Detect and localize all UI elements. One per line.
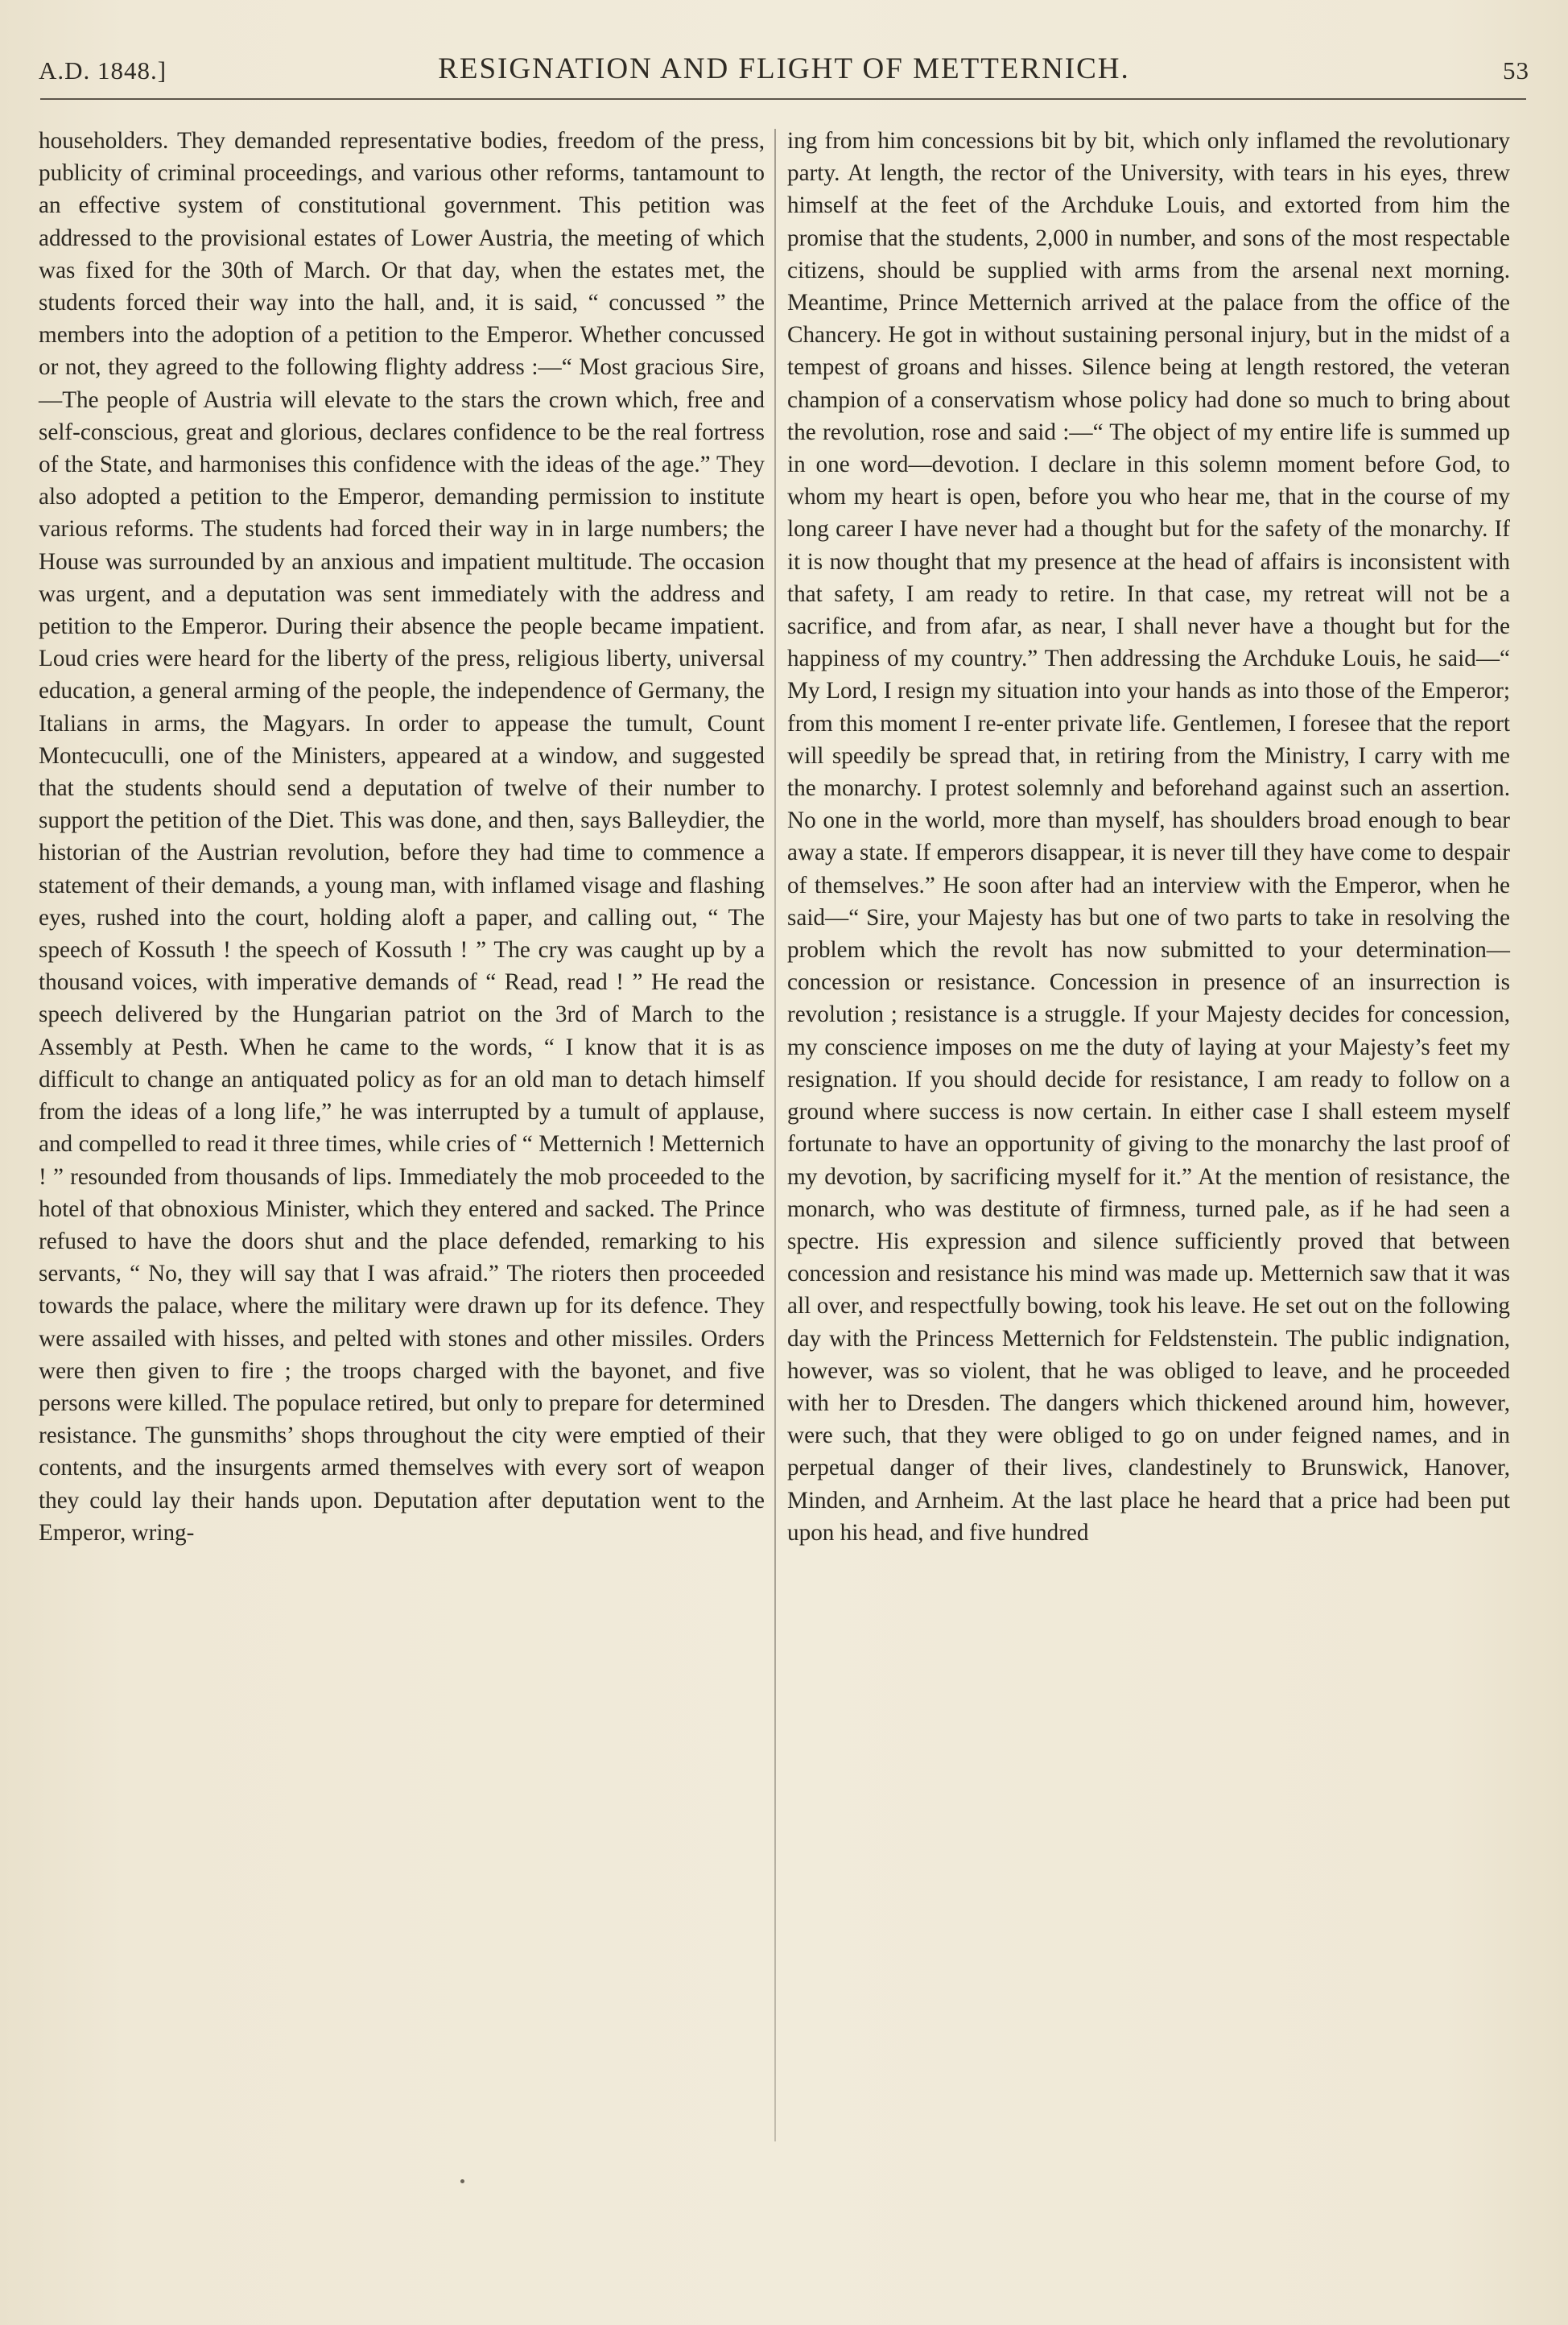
ink-speck <box>460 2179 464 2183</box>
running-header <box>39 50 1529 90</box>
right-column-text: ing from him concessions bit by bit, which only inflamed the revolutionary party. At length, the rector of the University, with tears in his eyes, threw himself at the feet of the Archduke Louis, and extorted from him the promise that the students, 2,000 in number, and sons of the most respectable citizens, should be supplied with arms from the arsenal next morning. Meantime, Prince Metternich arrived at the palace from the office of the Chancery. He got in without sustaining personal injury, but in the midst of a tempest of groans and hisses. Silence being at length restored, the veteran champion of a conservatism whose policy had done so much to bring about the revolution, rose and said :—“ The object of my entire life is summed up in one word—devotion. I declare in this solemn moment before God, to whom my heart is open, before you who hear me, that in the course of my long career I have never had a thought but for the safety of the monarchy. If it is now thought that my presence at the head of affairs is inconsistent with that safety, I am ready to retire. In that case, my retreat will not be a sacrifice, and from afar, as near, I shall never have a thought but for the happiness of my country.” Then addressing the Archduke Louis, he said—“ My Lord, I resign my situation into your hands as into those of the Emperor; from this moment I re-enter private life. Gentlemen, I foresee that the report will speedily be spread that, in retiring from the Ministry, I carry with me the monarchy. I protest solemnly and beforehand against such an assertion. No one in the world, more than myself, has shoulders broad enough to bear away a state. If emperors disappear, it is never till they have come to despair of themselves.” He soon after had an interview with the Emperor, when he said—“ Sire, your Majesty has but one of two parts to take in resolving the problem which the revolt has now submitted to your determination—concession or resistance. Concession in presence of an insurrection is revolution ; resistance is a struggle. If your Majesty decides for concession, my conscience imposes on me the duty of laying at your Majesty’s feet my resignation. If you should decide for resistance, I am ready to follow on a ground where success is now certain. In either case I shall esteem myself fortunate to have an opportunity of giving to the monarchy the last proof of my devotion, by sacrificing myself for it.” At the mention of resistance, the monarch, who was destitute of firmness, turned pale, as if he had seen a spectre. His expression and silence sufficiently proved that between concession and resistance his mind was made up. Metternich saw that it was all over, and respectfully bowing, took his leave. He set out on the following day with the Princess Metternich for Feldstenstein. The public indignation, however, was so violent, that he was obliged to leave, and he proceeded with her to Dresden. The dangers which thickened around him, however, were such, that they were obliged to go on under feigned names, and in perpetual danger of their lives, clandestinely to Brunswick, Hanover, Minden, and Arnheim. At the last place he heard that a price had been put upon his head, and five hundred <box>787 128 1510 1546</box>
left-column <box>39 125 765 1549</box>
left-column-text: householders. They demanded representative bodies, freedom of the press, publicity of criminal proceedings, and various other reforms, tantamount to an effective system of constitutional government. This petition was addressed to the provisional estates of Lower Austria, the meeting of which was fixed for the 30th of March. Or that day, when the estates met, the students forced their way into the hall, and, it is said, “ concussed ” the members into the adoption of a petition to the Emperor. Whether concussed or not, they agreed to the following flighty address :—“ Most gracious Sire,—The people of Austria will elevate to the stars the crown which, free and self-conscious, great and glorious, declares confidence to be the real fortress of the State, and harmonises this confidence with the ideas of the age.” They also adopted a petition to the Emperor, demanding permission to institute various reforms. The students had forced their way in in large numbers; the House was surrounded by an anxious and impatient multitude. The occasion was urgent, and a deputation was sent immediately with the address and petition to the Emperor. During their absence the people became impatient. Loud cries were heard for the liberty of the press, religious liberty, universal education, a general arming of the people, the independence of Germany, the Italians in arms, the Magyars. In order to appease the tumult, Count Montecuculli, one of the Ministers, appeared at a window, and suggested that the students should send a deputation of twelve of their number to support the petition of the Diet. This was done, and then, says Balleydier, the historian of the Austrian revolution, before they had time to commence a statement of their demands, a young man, with inflamed visage and flashing eyes, rushed into the court, holding aloft a paper, and calling out, “ The speech of Kossuth ! the speech of Kossuth ! ” The cry was caught up by a thousand voices, with imperative demands of “ Read, read ! ” He read the speech delivered by the Hungarian patriot on the 3rd of March to the Assembly at Pesth. When he came to the words, “ I know that it is as difficult to change an antiquated policy as for an old man to detach himself from the ideas of a long life,” he was interrupted by a tumult of applause, and compelled to read it three times, while cries of “ Metternich ! Metternich ! ” resounded from thousands of lips. Immediately the mob proceeded to the hotel of that obnoxious Minister, which they entered and sacked. The Prince refused to have the doors shut and the place defended, remarking to his servants, “ No, they will say that I was afraid.” The rioters then proceeded towards the palace, where the military were drawn up for its defence. They were assailed with hisses, and pelted with stones and other missiles. Orders were then given to fire ; the troops charged with the bayonet, and five persons were killed. The populace retired, but only to prepare for determined resistance. The gunsmiths’ shops throughout the city were emptied of their contents, and the insurgents armed themselves with every sort of weapon they could lay their hands upon. Deputation after deputation went to the Emperor, wring- <box>39 128 765 1546</box>
column-divider <box>774 129 776 2141</box>
header-rule <box>40 98 1526 100</box>
header-title: RESIGNATION AND FLIGHT OF METTERNICH. <box>438 52 1130 85</box>
right-column <box>787 125 1510 1549</box>
page-number: 53 <box>1503 56 1529 85</box>
header-date: A.D. 1848.] <box>39 56 167 85</box>
